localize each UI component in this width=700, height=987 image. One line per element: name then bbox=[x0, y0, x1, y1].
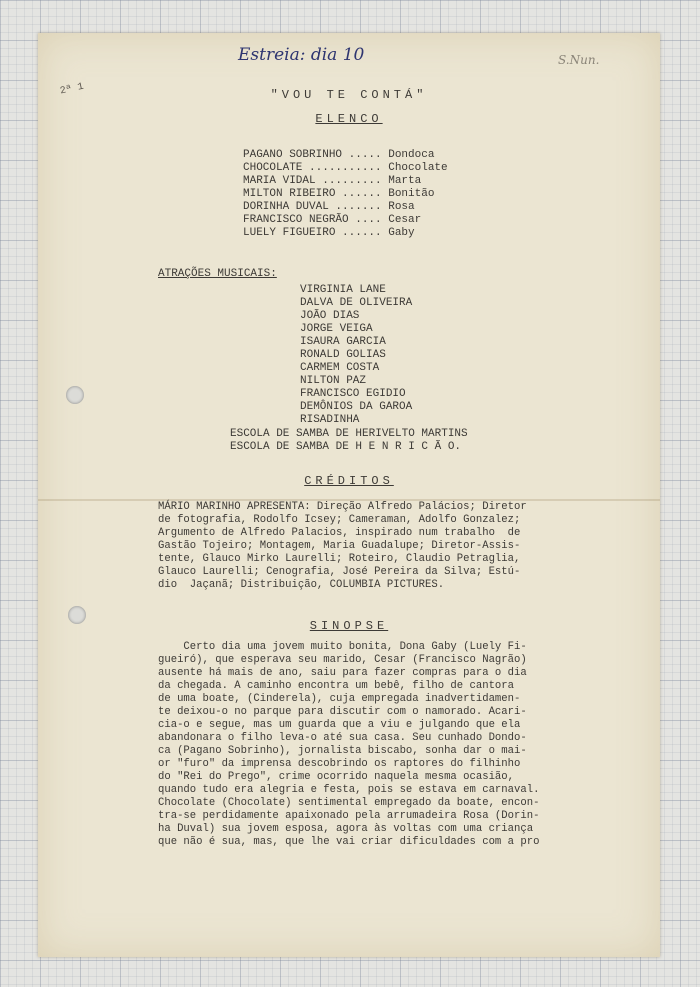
credits-line: Gastão Tojeiro; Montagem, Maria Guadalupe; Diretor-Assis- bbox=[158, 540, 521, 552]
punch-hole-top bbox=[66, 386, 84, 404]
document-title: "VOU TE CONTÁ" bbox=[270, 88, 428, 102]
synopsis-line: da chegada. A caminho encontra um bebê, filho de cantora bbox=[158, 680, 515, 692]
samba-school: ESCOLA DE SAMBA DE H E N R I C Ã O. bbox=[230, 441, 462, 453]
synopsis-line: de uma boate, (Cinderela), cuja empregada inadvertidamen- bbox=[158, 693, 521, 705]
synopsis-line: ca (Pagano Sobrinho), jornalista biscabo, sonha dar o mai- bbox=[158, 745, 527, 757]
credits-line: Argumento de Alfredo Palacios, inspirado num trabalho de bbox=[158, 527, 521, 539]
handwritten-corner-note: S.Nun. bbox=[558, 53, 600, 67]
musical-act: VIRGINIA LANE bbox=[300, 284, 386, 296]
credits-line: dio Jaçanã; Distribuição, COLUMBIA PICTURES. bbox=[158, 579, 445, 591]
cast-entry: DORINHA DUVAL ....... Rosa bbox=[243, 201, 415, 213]
synopsis-line: ha Duval) sua jovem esposa, agora às voltas com uma criança bbox=[158, 823, 534, 835]
synopsis-line: abandonara o filho leva-o até sua casa. Seu cunhado Dondo- bbox=[158, 732, 527, 744]
cast-entry: MARIA VIDAL ......... Marta bbox=[243, 175, 422, 187]
stamp-mark: 2ª 1 bbox=[59, 81, 85, 98]
atracoes-heading: ATRAÇÕES MUSICAIS: bbox=[158, 268, 277, 280]
samba-school: ESCOLA DE SAMBA DE HERIVELTO MARTINS bbox=[230, 428, 468, 440]
sinopse-heading: SINOPSE bbox=[309, 619, 389, 633]
typed-document-page bbox=[38, 33, 660, 957]
synopsis-line: que não é sua, mas, que lhe vai criar dificuldades com a pro bbox=[158, 836, 540, 848]
cast-entry: LUELY FIGUEIRO ...... Gaby bbox=[243, 227, 415, 239]
musical-act: JOÃO DIAS bbox=[300, 310, 360, 322]
synopsis-line: or "furo" da imprensa descobrindo os raptores do filhinho bbox=[158, 758, 521, 770]
musical-act: NILTON PAZ bbox=[300, 375, 367, 387]
musical-act: DEMÔNIOS DA GAROA bbox=[300, 401, 413, 413]
synopsis-line: gueiró), que esperava seu marido, Cesar (Francisco Nagrão) bbox=[158, 654, 527, 666]
credits-line: MÁRIO MARINHO APRESENTA: Direção Alfredo Palácios; Diretor bbox=[158, 501, 527, 513]
synopsis-line: tra-se perdidamente apaixonado pela arrumadeira Rosa (Dorin- bbox=[158, 810, 540, 822]
creditos-heading: CRÉDITOS bbox=[304, 474, 394, 488]
musical-act: JORGE VEIGA bbox=[300, 323, 373, 335]
synopsis-line: ausente há mais de ano, saiu para fazer compras para o dia bbox=[158, 667, 527, 679]
musical-act: DALVA DE OLIVEIRA bbox=[300, 297, 413, 309]
synopsis-line: Chocolate (Chocolate) sentimental empregado da boate, encon- bbox=[158, 797, 540, 809]
cast-entry: FRANCISCO NEGRÃO .... Cesar bbox=[243, 214, 422, 226]
cast-entry: MILTON RIBEIRO ...... Bonitão bbox=[243, 188, 435, 200]
synopsis-line: quando tudo era alegria e festa, pois se estava em carnaval. bbox=[158, 784, 540, 796]
musical-act: RONALD GOLIAS bbox=[300, 349, 386, 361]
handwritten-premiere-note: Estreia: dia 10 bbox=[238, 45, 365, 65]
synopsis-line: Certo dia uma jovem muito bonita, Dona Gaby (Luely Fi- bbox=[158, 641, 527, 653]
credits-line: de fotografia, Rodolfo Icsey; Cameraman, Adolfo Gonzalez; bbox=[158, 514, 521, 526]
musical-act: RISADINHA bbox=[300, 414, 360, 426]
synopsis-paragraph bbox=[158, 641, 578, 849]
musical-act: CARMEM COSTA bbox=[300, 362, 380, 374]
synopsis-line: te deixou-o no parque para discutir com o namorado. Acari- bbox=[158, 706, 527, 718]
credits-line: tente, Glauco Mirko Laurelli; Roteiro, Claudio Petraglia, bbox=[158, 553, 521, 565]
cast-entry: CHOCOLATE ........... Chocolate bbox=[243, 162, 448, 174]
credits-line: Glauco Laurelli; Cenografia, José Pereira da Silva; Estú- bbox=[158, 566, 521, 578]
credits-paragraph bbox=[158, 501, 578, 592]
synopsis-line: cia-o e segue, mas um guarda que a viu e julgando que ela bbox=[158, 719, 521, 731]
musical-act: FRANCISCO EGIDIO bbox=[300, 388, 406, 400]
cast-entry: PAGANO SOBRINHO ..... Dondoca bbox=[243, 149, 435, 161]
synopsis-line: do "Rei do Prego", crime ocorrido naquela mesma ocasião, bbox=[158, 771, 515, 783]
musical-act: ISAURA GARCIA bbox=[300, 336, 386, 348]
elenco-heading: ELENCO bbox=[315, 112, 383, 126]
